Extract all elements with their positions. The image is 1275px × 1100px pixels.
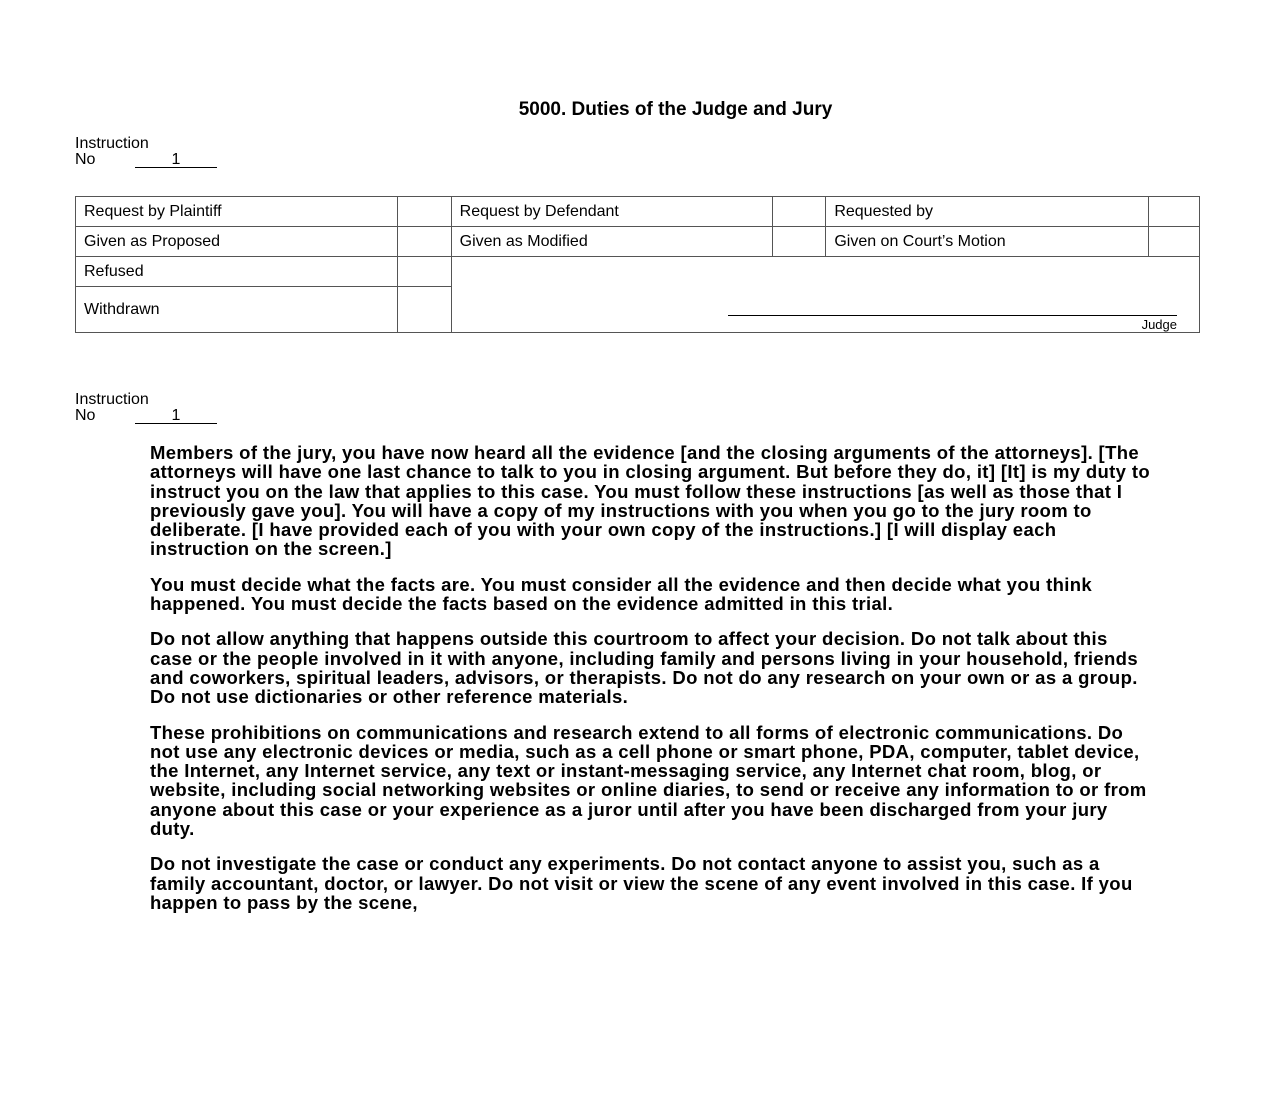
instruction-number: 1: [135, 153, 217, 168]
paragraph: Do not investigate the case or conduct any experiments. Do not contact anyone to assist you, such as a family accountant, doctor, or lawyer. Do not visit or view the scene of any event involved in this case. If you happen to pass by the scene,: [150, 853, 1133, 913]
given-on-courts-motion-label: Given on Court’s Motion: [826, 227, 1149, 257]
paragraph: These prohibitions on communications and research extend to all forms of electronic communications. Do not use any electronic devices or media, such as a cell phone or smart phone, PDA, computer, tablet device, the Internet, any Internet service, any text or instant-messaging service, any Internet chat room, blog, or website, including social networking websites or online diaries, to send or receive any information to or from anyone about this case or your experience as a juror until after you have been discharged from your jury duty.: [150, 721, 1147, 840]
instruction-no-label: No: [75, 407, 96, 424]
instruction-header: [75, 136, 217, 168]
refused-label: Refused: [76, 257, 398, 287]
given-as-proposed-box[interactable]: [397, 227, 451, 257]
instruction-text: [150, 443, 1150, 928]
instruction-no-label: No: [75, 151, 96, 168]
judge-label: Judge: [1141, 316, 1177, 332]
paragraph: Members of the jury, you have now heard all the evidence [and the closing arguments of the attorneys]. [The attorneys will have one last chance to talk to you in closing argument. But before they do, it] [It] is my duty to instruct you on the law that applies to this case. You must follow these instructions [as well as those that I previously gave you]. You will have a copy of my instructions with you when you go to the jury room to deliberate. [I have provided each of you with your own copy of the instructions.] [I will display each instruction on the screen.]: [150, 442, 1150, 560]
instruction-label: Instruction: [75, 135, 149, 152]
instruction-number: 1: [135, 409, 217, 424]
instruction-label: Instruction: [75, 391, 149, 408]
given-as-modified-box[interactable]: [773, 227, 826, 257]
requested-by-label: Requested by: [826, 197, 1149, 227]
paragraph: Do not allow anything that happens outside this courtroom to affect your decision. Do not talk about this case or the people involved in it with anyone, including family and persons living in your household, friends and coworkers, spiritual leaders, advisors, or therapists. Do not do any research on your own or as a group. Do not use dictionaries or other reference materials.: [150, 628, 1138, 708]
given-as-proposed-label: Given as Proposed: [76, 227, 398, 257]
judge-signature-line[interactable]: [728, 315, 1177, 316]
request-by-plaintiff-label: Request by Plaintiff: [76, 197, 398, 227]
refused-box[interactable]: [397, 257, 451, 287]
judge-signature-area: [451, 257, 1199, 333]
request-by-plaintiff-box[interactable]: [397, 197, 451, 227]
requested-by-box[interactable]: [1149, 197, 1200, 227]
given-on-courts-motion-box[interactable]: [1149, 227, 1200, 257]
request-by-defendant-label: Request by Defendant: [451, 197, 773, 227]
withdrawn-label: Withdrawn: [76, 287, 398, 333]
request-by-defendant-box[interactable]: [773, 197, 826, 227]
withdrawn-box[interactable]: [397, 287, 451, 333]
instruction-body-header: [75, 392, 217, 424]
given-as-modified-label: Given as Modified: [451, 227, 773, 257]
request-table: [75, 196, 1200, 333]
paragraph: You must decide what the facts are. You must consider all the evidence and then decide what you think happened. You must decide the facts based on the evidence admitted in this trial.: [150, 573, 1093, 615]
page-title: 5000. Duties of the Judge and Jury: [518, 99, 833, 120]
